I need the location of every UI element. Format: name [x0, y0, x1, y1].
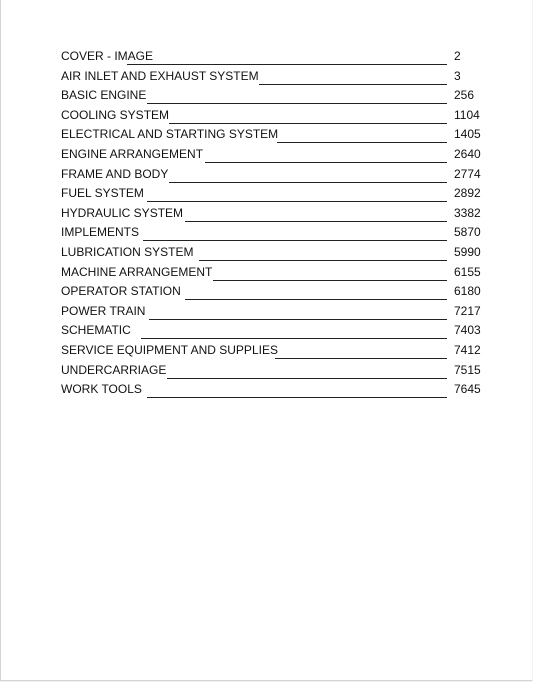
toc-entry[interactable] — [61, 282, 481, 302]
toc-entry-page: 6155 — [454, 264, 481, 279]
leader-line — [185, 299, 447, 300]
toc-entry-title: UNDERCARRIAGE — [61, 362, 167, 377]
toc-entry[interactable] — [61, 321, 481, 341]
leader-line — [147, 103, 447, 104]
toc-entry-title: ELECTRICAL AND STARTING SYSTEM — [61, 127, 279, 142]
leader-line — [147, 201, 447, 202]
toc-entry-title: LUBRICATION SYSTEM — [61, 244, 194, 259]
toc-entry-page: 6180 — [454, 284, 481, 299]
leader-line — [277, 142, 447, 143]
toc-entry-page: 3 — [454, 68, 461, 83]
leader-line — [259, 84, 447, 85]
toc-entry-title: SERVICE EQUIPMENT AND SUPPLIES — [61, 342, 278, 357]
toc-entry[interactable] — [61, 380, 481, 400]
toc-entry-title: SCHEMATIC — [61, 323, 131, 338]
toc-entry-title: ENGINE ARRANGEMENT — [61, 146, 204, 161]
toc-entry-page: 7412 — [454, 342, 481, 357]
toc-entry[interactable] — [61, 243, 481, 263]
toc-entry-page: 2774 — [454, 166, 481, 181]
toc-entry[interactable] — [61, 165, 481, 185]
toc-entry-title: FRAME AND BODY — [61, 166, 169, 181]
toc-entry[interactable] — [61, 86, 481, 106]
leader-line — [143, 240, 447, 241]
toc-entry-title: MACHINE ARRANGEMENT — [61, 264, 213, 279]
leader-line — [185, 221, 447, 222]
toc-entry[interactable] — [61, 184, 481, 204]
toc-entry-page: 5870 — [454, 225, 481, 240]
toc-entry-title: COOLING SYSTEM — [61, 107, 170, 122]
leader-line — [167, 378, 447, 379]
toc-entry-title: COVER - IMAGE — [61, 49, 154, 63]
toc-entry[interactable] — [61, 263, 481, 283]
toc-entry-page: 1405 — [454, 127, 481, 142]
leader-line — [213, 280, 447, 281]
toc-entry-page: 7403 — [454, 323, 481, 338]
toc-entry[interactable] — [61, 145, 481, 165]
toc-entry-page: 7645 — [454, 382, 481, 397]
leader-line — [169, 182, 447, 183]
leader-line — [147, 397, 447, 398]
toc-entry-title: HYDRAULIC SYSTEM — [61, 205, 184, 220]
toc-entry-title: AIR INLET AND EXHAUST SYSTEM — [61, 68, 259, 83]
leader-line — [149, 319, 447, 320]
toc-entry-page: 1104 — [454, 107, 480, 122]
toc-entry-page: 256 — [454, 88, 475, 103]
toc-entry-title: OPERATOR STATION — [61, 284, 181, 299]
toc-entry-title: IMPLEMENTS — [61, 225, 140, 240]
toc-entry[interactable] — [61, 67, 481, 87]
toc-entry[interactable] — [61, 361, 481, 381]
toc-entry-title: FUEL SYSTEM — [61, 186, 144, 201]
toc-entry-page: 7515 — [454, 362, 481, 377]
toc-entry-page: 7217 — [454, 303, 481, 318]
toc-entry-page: 3382 — [454, 205, 481, 220]
table-of-contents — [61, 47, 481, 400]
toc-entry-title: WORK TOOLS — [61, 382, 142, 397]
toc-entry[interactable] — [61, 125, 481, 145]
toc-entry[interactable] — [61, 302, 481, 322]
toc-entry[interactable] — [61, 106, 481, 126]
toc-entry-title: BASIC ENGINE — [61, 88, 147, 103]
toc-entry-page: 2 — [454, 49, 461, 63]
toc-entry[interactable] — [61, 223, 481, 243]
toc-entry-page: 5990 — [454, 244, 481, 259]
toc-entry-page: 2892 — [454, 186, 481, 201]
leader-line — [205, 162, 447, 163]
leader-line — [275, 358, 447, 359]
toc-entry-page: 2640 — [454, 146, 481, 161]
leader-line — [127, 64, 447, 65]
toc-entry-title: POWER TRAIN — [61, 303, 146, 318]
toc-entry[interactable] — [61, 204, 481, 224]
leader-line — [169, 123, 447, 124]
leader-line — [199, 260, 447, 261]
leader-line — [141, 338, 447, 339]
toc-entry[interactable] — [61, 47, 481, 67]
toc-entry[interactable] — [61, 341, 481, 361]
